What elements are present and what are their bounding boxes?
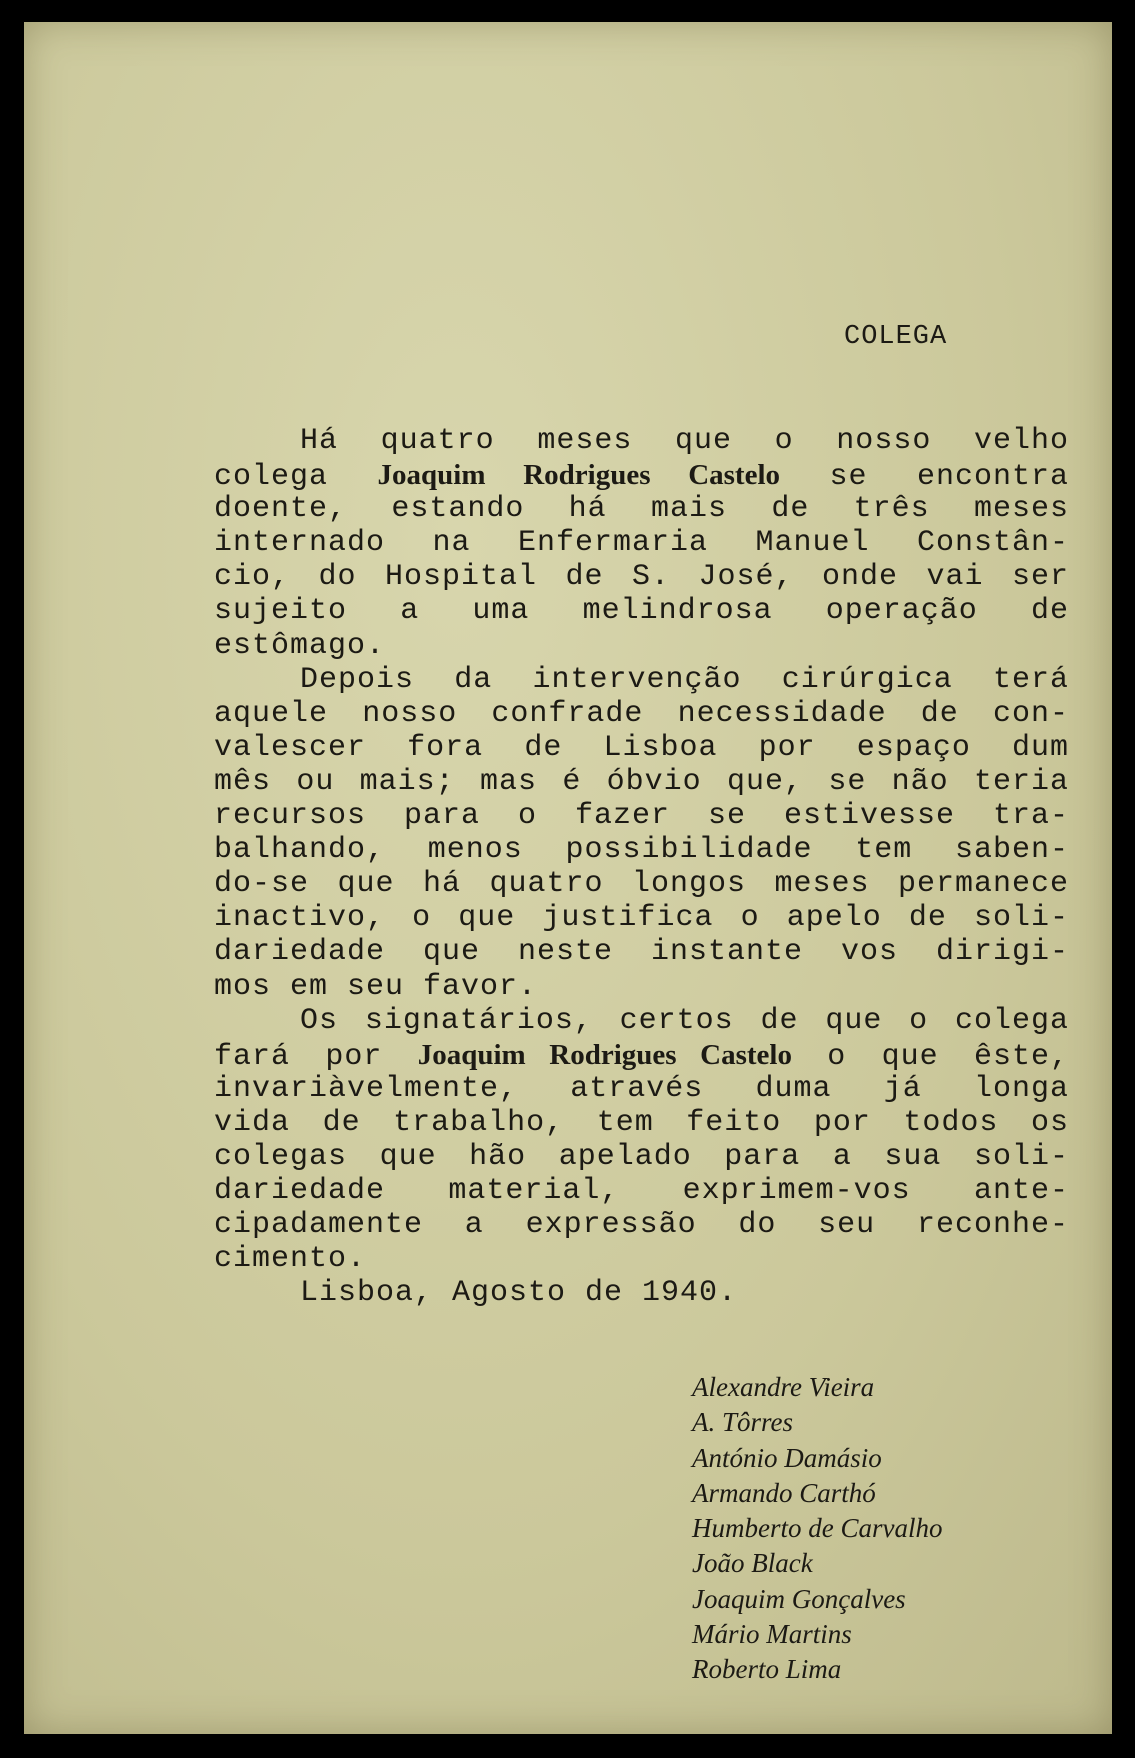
signature-name: Humberto de Carvalho [692,1513,943,1544]
body-line: dariedade material, exprimem-vos ante- [214,1174,1069,1209]
letter-body [214,424,1069,1310]
body-line: cio, do Hospital de S. José, onde vai ser [214,560,1069,595]
body-line: cipadamente a expressão do seu reconhe- [214,1208,1069,1243]
body-line: fará por Joaquim Rodrigues Castelo o que êste, [214,1038,1069,1074]
body-line: cimento. [214,1242,367,1277]
body-line: vida de trabalho, tem feito por todos os [214,1105,1069,1140]
body-line: colega Joaquim Rodrigues Castelo se encontra [214,459,1069,495]
body-line: valescer fora de Lisboa por espaço dum [214,730,1069,765]
body-line: balhando, menos possibilidade tem saben- [214,833,1069,868]
body-line: colegas que hão apelado para a sua soli- [214,1139,1069,1174]
body-line: internado na Enfermaria Manuel Constân- [214,526,1069,561]
body-line: recursos para o fazer se estivesse tra- [214,799,1069,834]
body-line: Os signatários, certos de que o colega [300,1003,1069,1038]
body-line: aquele nosso confrade necessidade de con- [214,696,1069,731]
name-bold: Joaquim Rodrigues Castelo [417,1038,792,1071]
body-line: estômago. [214,628,386,663]
signature-name: António Damásio [692,1442,882,1473]
signature-name: Roberto Lima [692,1654,842,1685]
signature-name: João Black [692,1548,813,1579]
signature-name: Armando Carthó [692,1477,876,1508]
date-line: Lisboa, Agosto de 1940. [300,1276,738,1311]
body-line: sujeito a uma melindrosa operação de [214,594,1069,629]
letter-heading: COLEGA [844,322,948,352]
name-bold: Joaquim Rodrigues Castelo [377,459,781,492]
letter-page [24,22,1112,1734]
body-line: mos em seu favor. [214,969,538,1004]
body-line: inactivo, o que justifica o apelo de soli- [214,901,1069,936]
body-line: Há quatro meses que o nosso velho [300,424,1069,458]
body-line: Depois da intervenção cirúrgica terá [300,662,1069,697]
body-line: dariedade que neste instante vos dirigi- [214,935,1069,970]
body-line: mês ou mais; mas é óbvio que, se não teria [214,764,1069,799]
body-line: do-se que há quatro longos meses permanece [214,867,1069,902]
body-line: invariàvelmente, através duma já longa [214,1071,1069,1106]
signature-name: A. Tôrres [692,1407,794,1438]
body-line: doente, estando há mais de três meses [214,492,1069,527]
signature-name: Alexandre Vieira [692,1372,875,1402]
signature-name: Joaquim Gonçalves [692,1583,906,1614]
signature-name: Mário Martins [692,1619,852,1650]
signature-list [692,1370,942,1688]
